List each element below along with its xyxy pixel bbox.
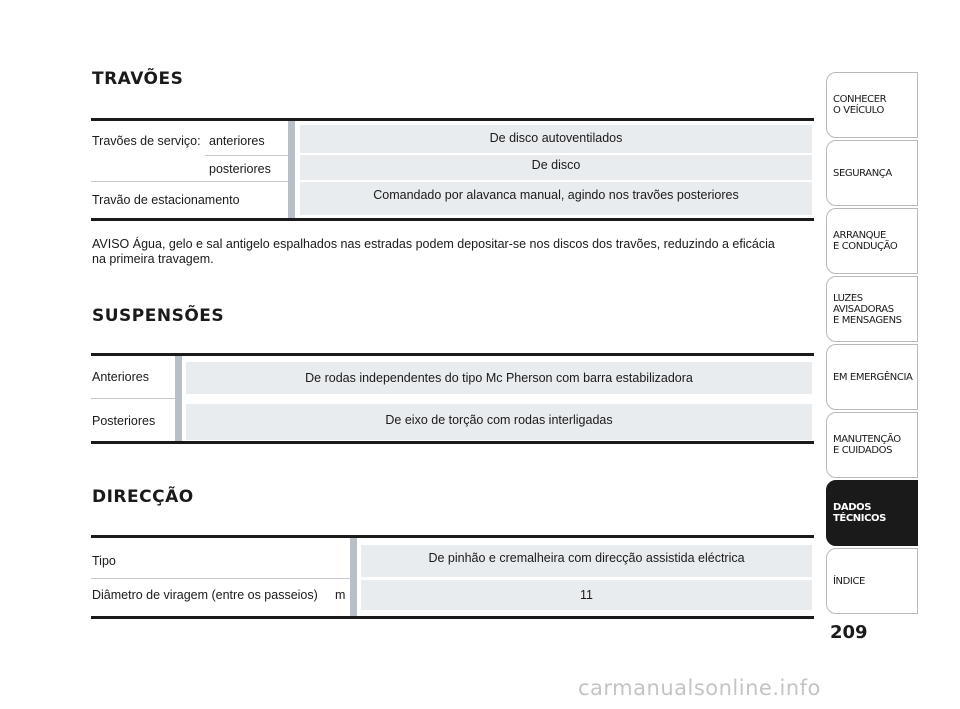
- table-top-rule: [91, 535, 814, 538]
- value-travoes-posteriores: De disco: [300, 155, 812, 180]
- tab-label: MANUTENÇÃO E CUIDADOS: [833, 434, 901, 456]
- label-travoes-anteriores: anteriores: [209, 134, 265, 148]
- aviso-line-1: AVISO Água, gelo e sal antigelo espalhados nas estradas podem depositar-se nos discos dos travões, reduzindo a eficácia: [92, 237, 775, 251]
- label-direccao-unit: m: [335, 588, 346, 602]
- table-top-rule: [91, 118, 814, 121]
- table-divider-bar: [288, 121, 295, 220]
- aviso-line-2: na primeira travagem.: [92, 252, 214, 266]
- row-divider: [91, 398, 175, 399]
- row-divider: [91, 578, 350, 579]
- label-travao-estacionamento: Travão de estacionamento: [92, 193, 240, 207]
- tab-label: DADOS TÉCNICOS: [833, 502, 886, 524]
- label-direccao-diametro: Diâmetro de viragem (entre os passeios): [92, 588, 318, 602]
- tab-conhecer-o-veiculo[interactable]: [826, 72, 918, 138]
- page-number: 209: [830, 622, 868, 643]
- tab-luzes-avisadoras[interactable]: [826, 276, 918, 342]
- section-title-direccao: DIRECÇÃO: [92, 487, 194, 507]
- table-divider-bar: [175, 356, 182, 442]
- value-travoes-anteriores: De disco autoventilados: [300, 125, 812, 153]
- row-divider: [205, 155, 288, 156]
- tab-arranque-e-conducao[interactable]: [826, 208, 918, 274]
- aviso-note: [92, 237, 792, 267]
- value-direccao-tipo: De pinhão e cremalheira com direcção assistida eléctrica: [361, 545, 812, 577]
- tab-em-emergencia[interactable]: [826, 344, 918, 410]
- label-travoes-servico: Travões de serviço:: [92, 134, 201, 148]
- table-divider-bar: [350, 538, 357, 618]
- table-bottom-rule: [91, 441, 814, 444]
- tab-indice[interactable]: [826, 548, 918, 614]
- label-suspensoes-posteriores: Posteriores: [92, 414, 156, 428]
- tab-label: SEGURANÇA: [833, 167, 892, 179]
- value-direccao-diametro: 11: [361, 580, 812, 610]
- table-bottom-rule: [91, 218, 814, 221]
- value-suspensoes-posteriores: De eixo de torção com rodas interligadas: [186, 404, 812, 440]
- section-title-suspensoes: SUSPENSÕES: [92, 306, 225, 326]
- table-top-rule: [91, 353, 814, 356]
- table-bottom-rule: [91, 616, 814, 619]
- value-suspensoes-anteriores: De rodas independentes do tipo Mc Pherson com barra estabilizadora: [186, 362, 812, 394]
- label-direccao-tipo: Tipo: [92, 554, 116, 568]
- label-travoes-posteriores: posteriores: [209, 162, 271, 176]
- tab-manutencao-e-cuidados[interactable]: [826, 412, 918, 478]
- tab-label: ARRANQUE E CONDUÇÃO: [833, 230, 898, 252]
- tab-label: CONHECER O VEÍCULO: [833, 94, 887, 116]
- tab-label: LUZES AVISADORAS E MENSAGENS: [833, 292, 902, 326]
- label-suspensoes-anteriores: Anteriores: [92, 370, 149, 384]
- tab-label: ÍNDICE: [833, 575, 865, 587]
- section-title-travoes: TRAVÕES: [92, 69, 184, 89]
- tab-label: EM EMERGÊNCIA: [833, 371, 913, 383]
- row-divider: [91, 181, 288, 182]
- tab-seguranca[interactable]: [826, 140, 918, 206]
- watermark: carmanualsonline.info: [578, 676, 821, 700]
- value-travao-estacionamento: Comandado por alavanca manual, agindo nos travões posteriores: [300, 182, 812, 215]
- tab-dados-tecnicos[interactable]: [826, 480, 918, 546]
